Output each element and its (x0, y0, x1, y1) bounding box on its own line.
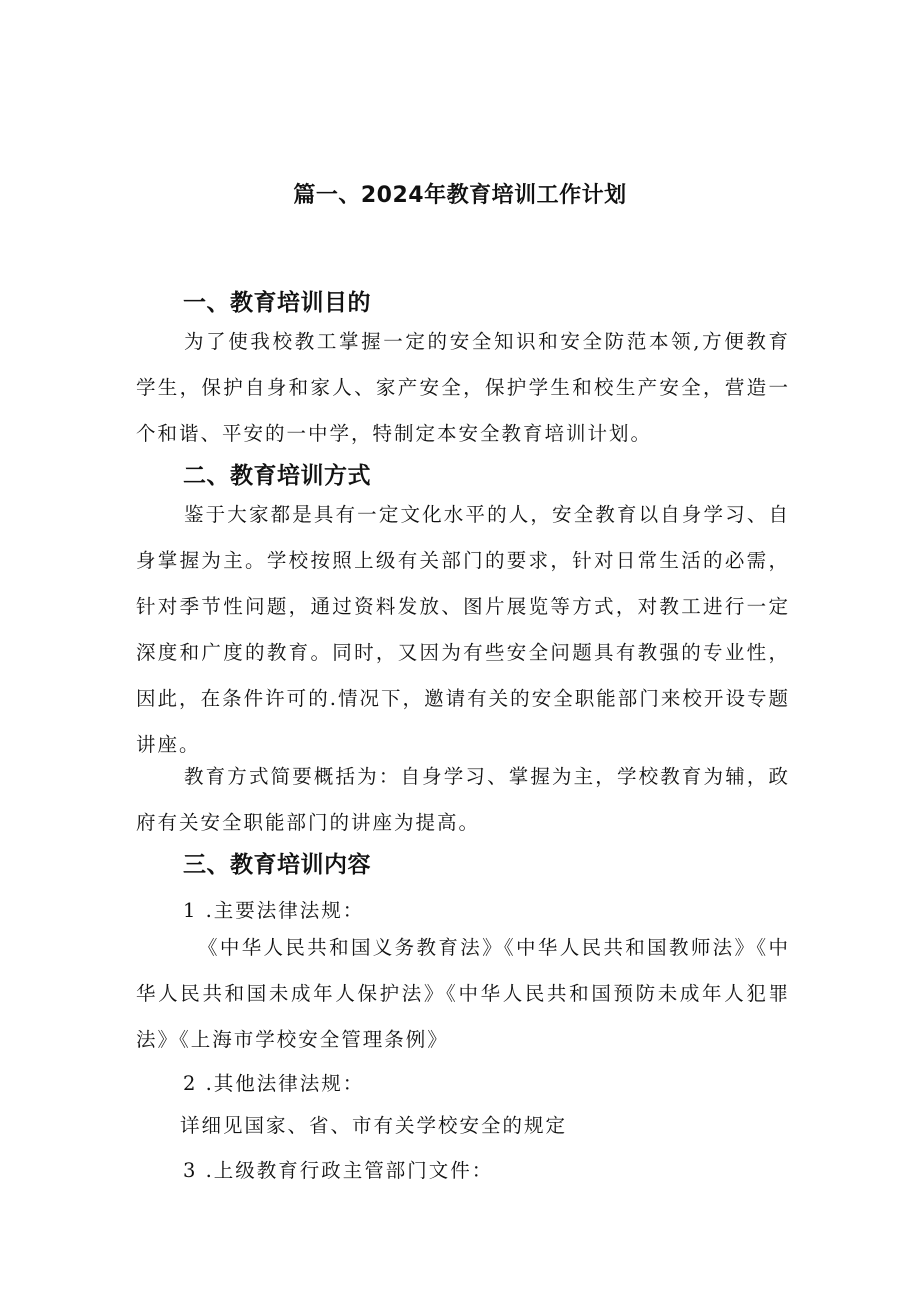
list-item-other-laws: 2 .其他法律法规： (183, 1072, 365, 1095)
section-heading-content: 三、教育培训内容 (183, 852, 371, 878)
section-heading-purpose: 一、教育培训目的 (183, 290, 371, 316)
paragraph-method: 鉴于大家都是具有一定文化水平的人，安全教育以自身学习、自身掌握为主。学校按照上级有关部门的要求，针对日常生活的必需，针对季节性问题，通过资料发放、图片展览等方式，对教工进行一定深度和广度的教育。同时，又因为有些安全问题具有教强的专业性，因此，在条件许可的.情况下，邀请有关的安全职能部门来校开设专题讲座。 (136, 503, 790, 756)
section-heading-method: 二、教育培训方式 (183, 463, 371, 489)
document-title: 篇一、2024年教育培训工作计划 (293, 183, 627, 208)
paragraph-laws-list: 《中华人民共和国义务教育法》《中华人民共和国教师法》《中华人民共和国未成年人保护法》《中华人民共和国预防未成年人犯罪法》《上海市学校安全管理条例》 (136, 936, 790, 1051)
paragraph-purpose: 为了使我校教工掌握一定的安全知识和安全防范本领,方便教育学生，保护自身和家人、家产安全，保护学生和校生产安全，营造一个和谐、平安的一中学，特制定本安全教育培训计划。 (136, 330, 790, 445)
other-laws-detail: 详细见国家、省、市有关学校安全的规定 (180, 1114, 568, 1137)
list-item-main-laws: 1 .主要法律法规： (183, 899, 365, 922)
list-item-agency-documents: 3 .上级教育行政主管部门文件： (183, 1159, 494, 1182)
paragraph-method-summary: 教育方式简要概括为：自身学习、掌握为主，学校教育为辅，政府有关安全职能部门的讲座为提高。 (136, 765, 790, 834)
